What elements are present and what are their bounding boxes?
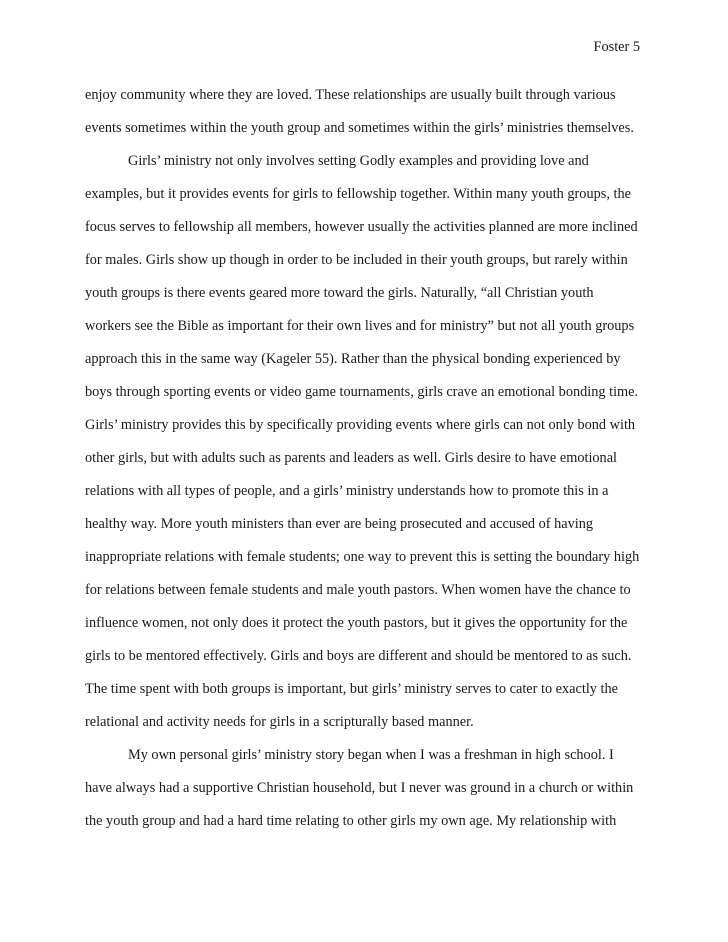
text-line: other girls, but with adults such as parents and leaders as well. Girls desire to have emotional [85, 450, 618, 466]
text-line: for males. Girls show up though in order to be included in their youth groups, but rarely within [85, 252, 628, 268]
text-line: Girls’ ministry not only involves setting Godly examples and providing love and [128, 153, 589, 169]
text-line: healthy way. More youth ministers than ever are being prosecuted and accused of having [85, 516, 594, 532]
text-line: youth groups is there events geared more toward the girls. Naturally, “all Christian youth [85, 285, 594, 301]
text-line: approach this in the same way (Kageler 55). Rather than the physical bonding experienced by [85, 351, 621, 367]
text-line: inappropriate relations with female students; one way to prevent this is setting the boundary high [85, 549, 640, 565]
text-line: girls to be mentored effectively. Girls and boys are different and should be mentored to as such. [85, 648, 632, 664]
text-line: workers see the Bible as important for their own lives and for ministry” but not all youth groups [85, 318, 635, 334]
text-line: for relations between female students and male youth pastors. When women have the chance to [85, 582, 631, 598]
text-line: events sometimes within the youth group and sometimes within the girls’ ministries themselves. [85, 120, 634, 136]
text-line: examples, but it provides events for girls to fellowship together. Within many youth groups, the [85, 186, 631, 202]
text-line: boys through sporting events or video game tournaments, girls crave an emotional bonding time. [85, 384, 639, 400]
body-text [85, 79, 655, 838]
text-line: focus serves to fellowship all members, however usually the activities planned are more inclined [85, 219, 638, 235]
text-line: relational and activity needs for girls in a scripturally based manner. [85, 714, 474, 730]
text-line: have always had a supportive Christian household, but I never was ground in a church or within [85, 780, 634, 796]
text-line: the youth group and had a hard time relating to other girls my own age. My relationship with [85, 813, 617, 829]
text-line: My own personal girls’ ministry story began when I was a freshman in high school. I [128, 747, 614, 763]
text-line: enjoy community where they are loved. These relationships are usually built through various [85, 87, 616, 103]
text-line: Girls’ ministry provides this by specifically providing events where girls can not only bond with [85, 417, 636, 433]
page-header: Foster 5 [593, 39, 640, 55]
text-line: influence women, not only does it protect the youth pastors, but it gives the opportunity for the [85, 615, 628, 631]
text-line: The time spent with both groups is important, but girls’ ministry serves to cater to exactly the [85, 681, 618, 697]
text-line: relations with all types of people, and a girls’ ministry understands how to promote this in a [85, 483, 609, 499]
